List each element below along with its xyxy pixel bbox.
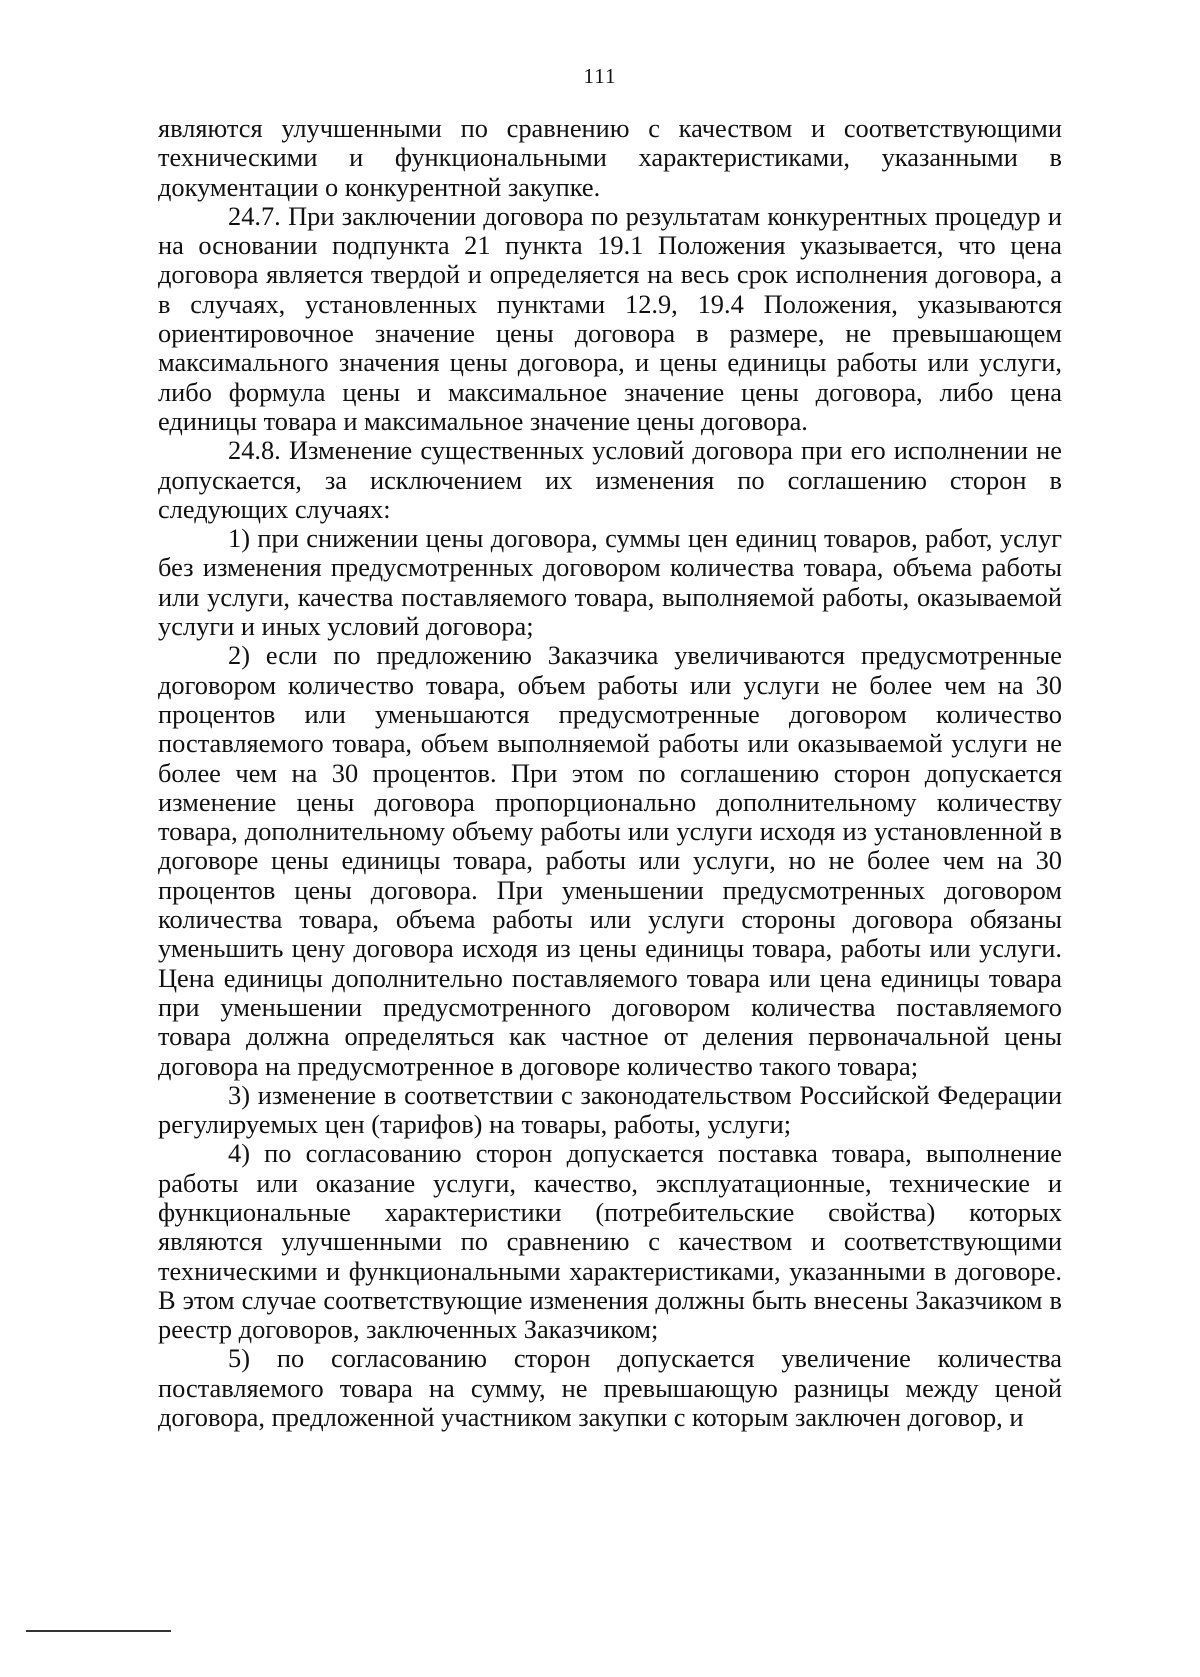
list-item-1: 1) при снижении цены договора, суммы цен единиц товаров, работ, услуг без изменения предусмотренных договором количества товара, объема работы или услуги, качества поставляемого товара, выполняемой работы, оказываемой услуги и иных условий договора; — [158, 523, 1062, 642]
list-item-2: 2) если по предложению Заказчика увеличиваются предусмотренные договором количество товара, объем работы или услуги не более чем на 30 процентов или уменьшаются предусмотренные договором количество поставляемого товара, объем выполняемой работы или оказываемой услуги не более чем на 30 процентов. При этом по соглашению сторон допускается изменение цены договора пропорционально дополнительному количеству товара, дополнительному объему работы или услуги исходя из установленной в договоре цены единицы товара, работы или услуги, но не более чем на 30 процентов цены договора. При уменьшении предусмотренных договором количества товара, объема работы или услуги стороны договора обязаны уменьшить цену договора исходя из цены единицы товара, работы или услуги. Цена единицы дополнительно поставляемого товара или цена единицы товара при уменьшении предусмотренного договором количества поставляемого товара должна определяться как частное от деления первоначальной цены договора на предусмотренное в договоре количество такого товара; — [158, 640, 1062, 1081]
page-number: 111 — [583, 64, 617, 88]
list-item-3: 3) изменение в соответствии с законодательством Российской Федерации регулируемых цен (тарифов) на товары, работы, услуги; — [158, 1079, 1062, 1140]
paragraph-continuation: являются улучшенными по сравнению с качеством и соответствующими техническими и функциональными характеристиками, указанными в документации о конкурентной закупке. — [158, 113, 1062, 202]
list-item-4: 4) по согласованию сторон допускается поставка товара, выполнение работы или оказание услуги, качество, эксплуатационные, технические и функциональные характеристики (потребительские свойства) которых являются улучшенными по сравнению с качеством и соответствующими техническими и функциональными характеристиками, указанными в договоре. В этом случае соответствующие изменения должны быть внесены Заказчиком в реестр договоров, заключенных Заказчиком; — [158, 1138, 1062, 1345]
list-item-5: 5) по согласованию сторон допускается увеличение количества поставляемого товара на сумму, не превышающую разницы между ценой договора, предложенной участником закупки с которым заключен договор, и — [158, 1343, 1062, 1433]
document-body — [158, 114, 1062, 1432]
footnote-separator-line — [26, 1630, 171, 1632]
paragraph-24-8: 24.8. Изменение существенных условий договора при его исполнении не допускается, за исключением их изменения по соглашению сторон в следующих случаях: — [158, 435, 1062, 524]
paragraph-24-7: 24.7. При заключении договора по результатам конкурентных процедур и на основании подпункта 21 пункта 19.1 Положения указывается, что цена договора является твердой и определяется на весь срок исполнения договора, а в случаях, установленных пунктами 12.9, 19.4 Положения, указываются ориентировочное значение цены договора в размере, не превышающем максимального значения цены договора, и цены единицы работы или услуги, либо формула цены и максимальное значение цены договора, либо цена единицы товара и максимальное значение цены договора. — [158, 200, 1062, 436]
